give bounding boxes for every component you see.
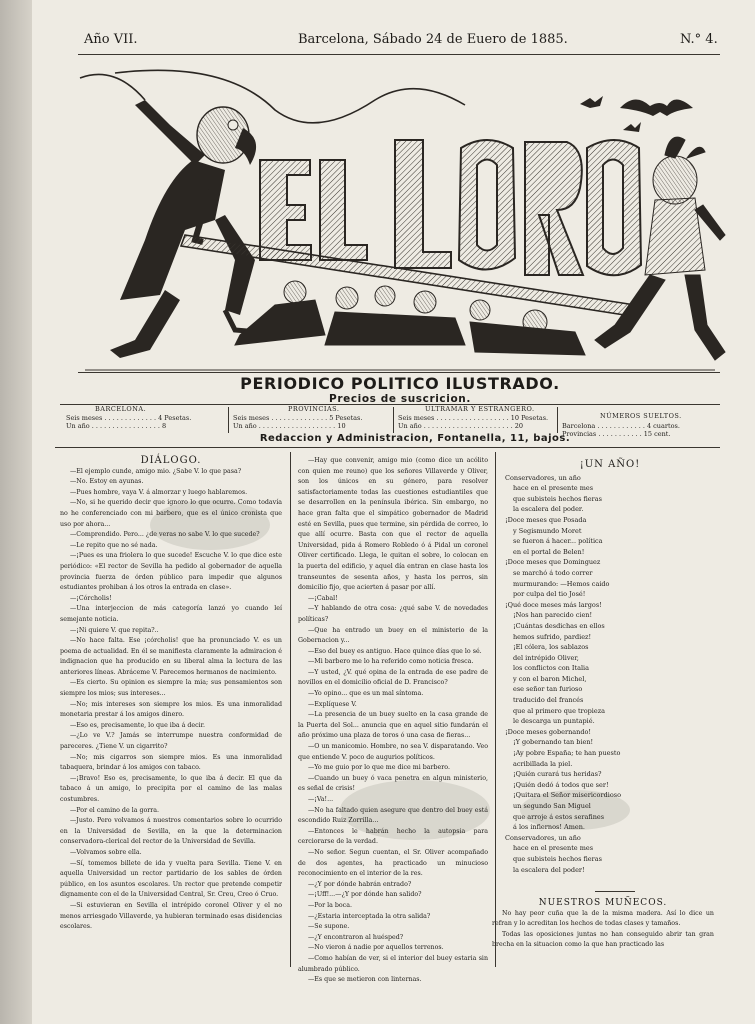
poem-line: y Segismundo Moret <box>513 526 582 535</box>
price-provincias-label: PROVINCIAS. <box>288 405 340 413</box>
price-row: Un año . . . . . . . . . . . . . . . . . . . . . . 20 <box>398 422 523 430</box>
poem-line: ¡Nos han parecido cien! <box>513 611 593 620</box>
article-paragraph: —No, si he querido decir que ignoro lo que ocurre. Como todavía no he conferenciado con mi barbero, que es el único cronista que uso por ahora... <box>60 499 282 528</box>
poem-end-rule <box>595 891 635 892</box>
poem-line: murmurando: —Hemos caido <box>513 579 610 588</box>
poem-line: hemos sufrido, pardiez! <box>513 632 592 641</box>
article-body <box>298 456 488 986</box>
poem-line: ese señor tan furioso <box>513 685 583 694</box>
column-divider <box>495 452 496 967</box>
masthead-rule <box>78 54 720 55</box>
poem-line: ¡Doce meses que Dominguez <box>505 558 601 567</box>
article-paragraph: Todas las oposiciones juntas no han conseguido abrir tan gran brecha en la situacion como la que han practicado las <box>492 930 714 949</box>
price-divider <box>393 407 394 433</box>
article-paragraph: —¡Va!... <box>308 796 334 803</box>
article-paragraph: —Es cierto. Su opinion es siempre la mia; sus pensamientos son siempre los mios; sus intereses... <box>60 679 282 698</box>
issue-number: N.° 4. <box>680 32 718 47</box>
poem-line: los conflictos con Italia <box>513 664 590 673</box>
article-paragraph: —Y hablando de otra cosa: ¿qué sabe V. de novedades políticas? <box>298 605 488 623</box>
article-paragraph: —Y usted, ¿V. qué opina de la entrada de ese padre de novillos en el domicilio oficial de D. Francisco? <box>298 668 488 687</box>
poem-line: traducido del francés <box>513 696 584 705</box>
article-paragraph: —No; mis intereses son siempre los mios. Es una inmoralidad monetaria prestar á los amigos dinero. <box>60 700 282 719</box>
article-paragraph: —Explíquese V. <box>308 700 357 708</box>
article-paragraph: —Entonces le habrán hecho la autopsia para cerciorarse de la verdad. <box>298 827 488 846</box>
article-paragraph: —Justo. Pero volvamos á nuestros comentarios sobre lo ocurrido en la Universidad de Sevilla, en la que la determinacion conservadora-clerical del rector de la Universidad de Sevilla. <box>60 817 282 846</box>
poem-line: y con el baron Michel, <box>513 674 587 683</box>
poem-line: la escalera del poder! <box>513 865 585 874</box>
poem-line: Conservadores, un año <box>505 473 581 482</box>
article-paragraph: —¿Y encontraron al huésped? <box>308 933 404 941</box>
poem-line: que subisteis hechos fieras <box>513 854 602 863</box>
article-paragraph: —Sí, tomemos billete de ida y vuelta para Sevilla. Tiene V. en aquella Universidad un rector partidario de los sables de órden público, en los asuntos escolares. Un rector que pretende competir dignamente con el de la Universidad Central, Sr. Creu, Creo ó Cruo. <box>60 859 282 899</box>
article-nuestros-munecos <box>492 898 714 968</box>
ink-smudge <box>340 780 490 840</box>
ink-smudge <box>150 500 270 550</box>
poem-line: ¡Quién curará tus heridas? <box>513 770 602 779</box>
price-row: Un año . . . . . . . . . . . . . . . . . . . 10 <box>233 422 346 430</box>
prices-heading: Precios de suscricion. <box>329 393 471 405</box>
poem-line: ¡Cuántas desdichas en ellos <box>513 621 605 630</box>
price-divider <box>228 407 229 433</box>
article-paragraph: —Como habían de ver, si el interior del buey estaria sin alumbrado público. <box>298 954 488 973</box>
price-ultramar-label: ULTRAMAR Y ESTRANGERO. <box>425 405 535 413</box>
poem-line: que arroje á estos serafines <box>513 812 605 821</box>
page-binding-edge <box>0 0 32 1024</box>
poem-line: acribillada la piel. <box>513 759 573 768</box>
article-paragraph: —Yo me guio por lo que me dice mi barbero. <box>308 764 450 772</box>
article-paragraph: —¡Uff!...—¿Y por dónde han salido? <box>308 891 422 899</box>
article-paragraph: —¿Y por dónde habrán entrado? <box>308 880 412 888</box>
article-paragraph: —No señor. Segun cuentan, el Sr. Oliver acompañado de dos agentes, ha practicado un minucioso reconocimiento en el interior de la res. <box>298 848 488 878</box>
poem-line: ¡Quitara el Señor misericordioso <box>513 791 621 800</box>
date-place: Barcelona, Sábado 24 de Euero de 1885. <box>298 32 568 47</box>
poem-line: la escalera del poder. <box>513 505 584 514</box>
article-paragraph: —Por el camino de la gorra. <box>70 806 160 814</box>
price-row: Un año . . . . . . . . . . . . . . . . . 8 <box>66 422 167 430</box>
poem-line: ¡Quién dedó á todos que ser! <box>513 780 609 789</box>
article-paragraph: —Mi barbero me lo ha referido como noticia fresca. <box>308 658 474 666</box>
article-paragraph: No hay peor cuña que la de la misma madera. Así lo dice un refran y lo acreditan los hechos de todas clases y tamaños. <box>492 909 714 928</box>
article-paragraph: —Una interjeccion de más categoría lanzó yo cuando leí semejante noticia. <box>60 605 282 623</box>
poem-line: un segundo San Miguel <box>513 802 591 810</box>
article-paragraph: —Pues hombre, vaya V. á almorzar y luego hablaremos. <box>70 488 248 496</box>
poem-line: le descarga un puntapié. <box>513 717 595 726</box>
article-heading: NUESTROS MUÑECOS. <box>538 898 668 908</box>
subtitle: PERIODICO POLITICO ILUSTRADO. <box>240 374 560 393</box>
article-paragraph: —O un manicomio. Hombre, no sea V. disparatando. Veo que entiende V. poco de augurios políticos. <box>298 743 488 761</box>
poem-line: por culpa del tio José! <box>513 590 586 599</box>
poem-line: hace en el presente mes <box>513 484 594 493</box>
prices-rule <box>60 404 720 405</box>
ink-smudge <box>520 790 630 830</box>
title-rule <box>78 372 720 373</box>
article-paragraph: —Eso es, precisamente, lo que iba á decir. <box>70 721 205 729</box>
article-paragraph: —No hace falta. Ese ¡córcholis! que ha pronunciado V. es un poema de actualidad. En él se manifiesta claramente la admiracion é indignacion que ha producido en su liberal alma la lectura de las anteriores líneas. Abráceme V. Parecemos hermanos de nacimiento. <box>60 637 282 676</box>
article-paragraph: —Es que se metieron con linternas. <box>308 976 422 984</box>
article-paragraph: —No ha faltado quien asegure que dentro del buey está escondido Ruiz Zorrilla... <box>298 806 488 825</box>
article-paragraph: —¡Córcholis! <box>70 594 112 602</box>
article-body <box>492 909 714 951</box>
header-bottom-rule <box>55 447 720 448</box>
article-paragraph: —Yo opino... que es un mal síntoma. <box>308 690 424 698</box>
poem-line: ¡Doce meses que Posada <box>505 515 587 524</box>
poem-line: que subisteis hechos fieras <box>513 494 602 503</box>
article-paragraph: —Le repito que no sé nada. <box>70 541 158 549</box>
article-dialogo-continued <box>298 456 488 984</box>
article-heading: DIÁLOGO. <box>140 455 202 466</box>
poem-line: Conservadores, un año <box>505 833 581 842</box>
poem-line: á los infiernos! Amen. <box>513 823 585 832</box>
article-paragraph: —Que ha entrado un buey en el ministerio de la Gobernacion y... <box>298 626 488 645</box>
devil-figure-icon <box>595 137 725 360</box>
bat-icon <box>580 96 693 132</box>
poem-line: que al primero que tropieza <box>513 706 606 715</box>
whip-icon <box>80 70 465 123</box>
article-paragraph: —Por la boca. <box>308 901 352 909</box>
article-paragraph: —No. Estoy en ayunas. <box>70 478 144 486</box>
poem-line: se fueron á hacer... política <box>513 537 603 546</box>
poem-line: ¡Qué doce meses más largos! <box>505 600 602 609</box>
article-paragraph: —El ejemplo cunde, amigo mio. ¿Sabe V. lo que pasa? <box>70 467 242 475</box>
price-row: Seis meses . . . . . . . . . . . . . . . . . . 10 Pesetas. <box>398 414 549 422</box>
poem-line: ¡Y gobernando tan bien! <box>513 738 594 747</box>
article-paragraph: —Hay que convenir, amigo mio (como dice un acólito con quien me reuno) que los señores Villaverde y Oliver, son los únicos en su género, para resolver satisfactoriamente todas las cuestiones estudiantiles que se desarrollen en la península ibérica. Sin embargo, no hace gran falta que el simpático gobernador de Madrid esté en Sevilla, pues que termine, sin pérdida de correo, lo que allí ocurre. Basta con que el rector de aquella Universidad, pida á Romero Robledo ó á Pidal un coronel Oliver certificado. Llega, le quitan el sobre, lo colocan en la puerta del edificio, y aquel día entran en clase hasta los transeuntes de sesenta años, y hasta los perros, sin domicilio fijo, que acierten á pasar por allí. <box>298 457 488 592</box>
poem-line: se marchó á todo correr <box>513 568 593 577</box>
article-paragraph: —No vieron á nadie por aquellos terrenos. <box>308 944 444 952</box>
price-sueltos-label: NÚMEROS SUELTOS. <box>600 412 682 420</box>
article-paragraph: —La presencia de un buey suelto en la casa grande de la Puerta del Sol... anuncia que en aquel sitio fundarán el año próximo una plaza de toros ó una casa de fieras... <box>298 711 488 740</box>
article-paragraph: —¡Pues es una friolera lo que sucede! Escuche V. lo que dice este periódico: «El rector de Sevilla ha pedido al gobernador de aquella provincia fuerza de órden público para impedir que algunos estudiantes prohiban á los otros la entrada en clase». <box>60 552 282 592</box>
masthead-illustration <box>75 70 725 390</box>
article-paragraph: —Comprendido. Pero... ¿de veras no sabe V. lo que sucede? <box>70 531 260 539</box>
article-paragraph: —Cuando un buey ó vaca penetra en algun ministerio, es señal de crisis! <box>298 774 488 793</box>
article-paragraph: —Se supone. <box>308 923 350 931</box>
poem-line: en el portal de Belen! <box>513 547 585 556</box>
administration-address: Redaccion y Administracion, Fontanella, 11, bajos. <box>259 433 571 444</box>
price-row: Seis meses . . . . . . . . . . . . . 4 Pesetas. <box>66 414 192 422</box>
article-paragraph: —Eso del buey es antiguo. Hace quince días que lo sé. <box>308 647 482 655</box>
article-paragraph: —Volvamos sobre ella. <box>70 848 142 856</box>
column-divider <box>290 452 291 967</box>
article-paragraph: —¡Bravo! Eso es, precisamente, lo que iba á decir. El que da tabaco á un amigo, lo precipita por el camino de las malas costumbres. <box>60 774 282 803</box>
article-paragraph: —¡Cabal! <box>308 594 338 602</box>
poem-line: ¡El cólera, los sablazos <box>513 643 589 652</box>
poem-line: del intrépido Oliver, <box>513 653 579 662</box>
poem-heading: ¡UN AÑO! <box>579 459 641 470</box>
article-paragraph: —¿Lo ve V.? Jamás se interrumpe nuestra conformidad de pareceres. ¿Tiene V. un cigarrito? <box>60 732 282 751</box>
poem-line: hace en el presente mes <box>513 844 594 853</box>
price-row: Barcelona . . . . . . . . . . . . 4 cuartos. <box>562 422 680 430</box>
price-divider <box>557 407 558 433</box>
price-row: Seis meses . . . . . . . . . . . . . . 5 Pesetas. <box>233 414 363 422</box>
article-paragraph: —Si estuvieran en Sevilla el intrépido coronel Oliver y el no menos arriesgado Villaverde, ya hubieran terminado esas disidencias escolares. <box>60 901 282 931</box>
year-label: Año VII. <box>84 32 138 47</box>
price-barcelona-label: BARCELONA. <box>95 405 147 413</box>
poem-line: ¡Doce meses gobernando! <box>505 727 592 736</box>
price-row: Provincias . . . . . . . . . . . 15 cent. <box>562 430 671 438</box>
parrot-figure-icon <box>110 100 260 358</box>
article-paragraph: —¡Ni quiere V. que repita?.. <box>70 626 159 634</box>
poem-line: ¡Ay pobre España; te han puesto <box>513 749 621 758</box>
article-paragraph: —¿Estaria interceptada la otra salida? <box>308 912 431 920</box>
article-paragraph: —No; mis cigarros son siempre mios. Es una inmoralidad tabaquera, brindar á los amigos con tabaco. <box>60 753 282 772</box>
